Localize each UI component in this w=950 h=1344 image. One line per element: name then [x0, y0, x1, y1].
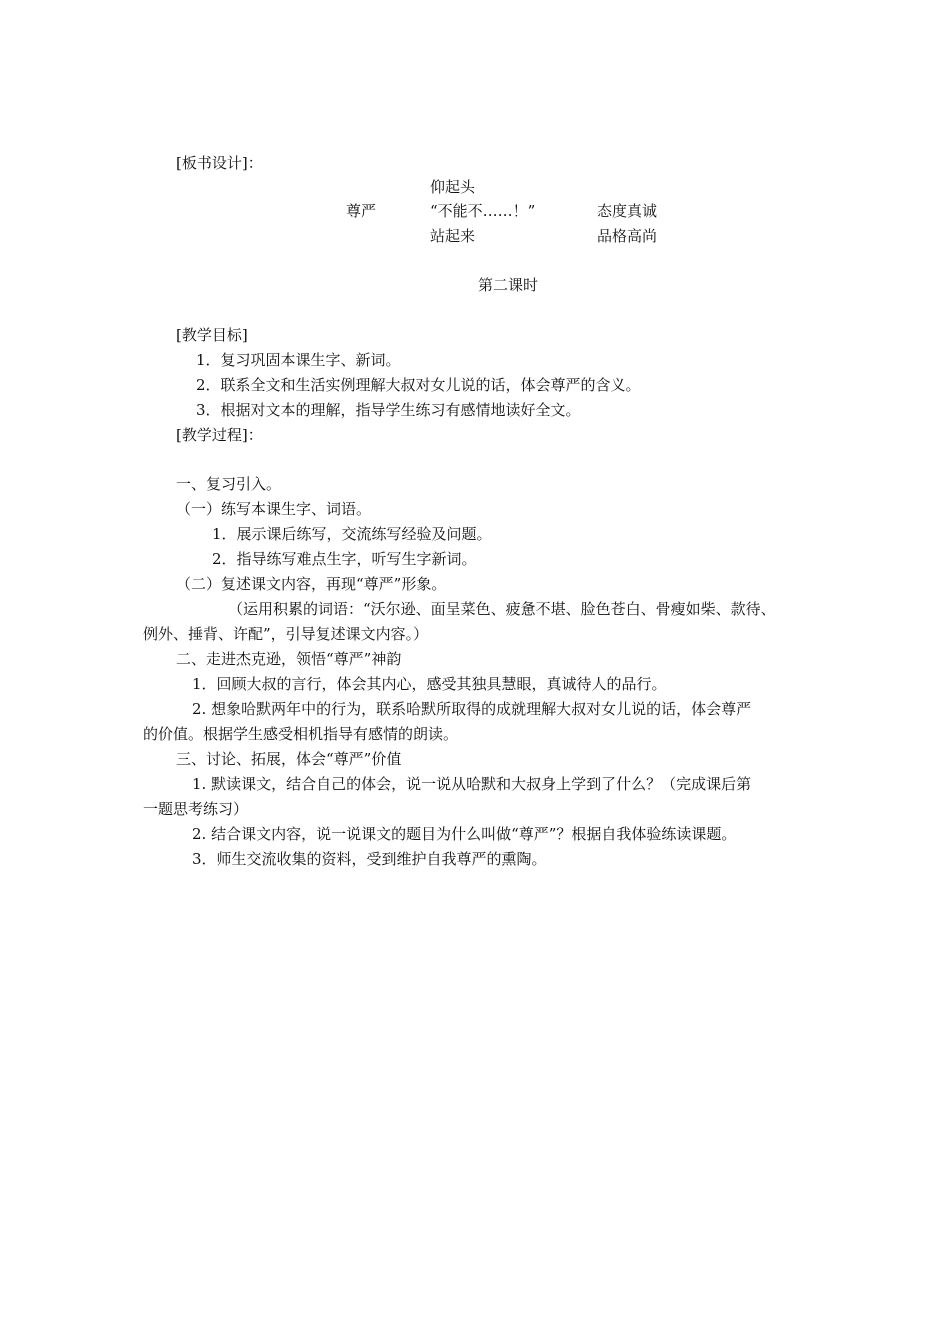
section-1-sub-a: （一）练写本课生字、词语。 — [176, 500, 372, 518]
section-3-item-cont: 一题思考练习） — [143, 800, 249, 818]
board-heading: [板书设计]： — [176, 154, 263, 172]
board-col1-top: 仰起头 — [430, 178, 476, 196]
goals-heading: [教学目标] — [176, 326, 248, 344]
lesson-title: 第二课时 — [478, 276, 539, 294]
section-3-item: 2. 结合课文内容，说一说课文的题目为什么叫做“尊严”？根据自我体验练读课题。 — [192, 825, 737, 843]
goal-item: 2．联系全文和生活实例理解大叔对女儿说的话，体会尊严的含义。 — [196, 376, 641, 394]
section-3-item: 1. 默读课文，结合自己的体会，说一说从哈默和大叔身上学到了什么？（完成课后第 — [192, 775, 752, 793]
board-right-bottom: 品格高尚 — [597, 227, 658, 245]
section-3-heading: 三、讨论、拓展，体会“尊严”价值 — [176, 750, 402, 768]
section-3-item: 3．师生交流收集的资料，受到维护自我尊严的熏陶。 — [192, 850, 547, 868]
board-right-top: 态度真诚 — [597, 202, 658, 220]
section-1-b-note-cont: 例外、捶背、许配”，引导复述课文内容。） — [143, 625, 429, 643]
section-1-sub-b: （二）复述课文内容，再现“尊严”形象。 — [176, 575, 447, 593]
section-2-item-cont: 的价值。根据学生感受相机指导有感情的朗读。 — [143, 725, 459, 743]
goal-item: 3．根据对文本的理解，指导学生练习有感情地读好全文。 — [196, 401, 581, 419]
section-1-b-note: （运用积累的词语：“沃尔逊、面呈菜色、疲惫不堪、脸色苍白、骨瘦如柴、款待、 — [228, 600, 776, 618]
board-left-label: 尊严 — [346, 202, 377, 220]
section-1-heading: 一、复习引入。 — [176, 475, 282, 493]
board-center-quote: “不能不……！” — [430, 202, 536, 220]
process-heading: [教学过程]： — [176, 426, 263, 444]
goal-item: 1．复习巩固本课生字、新词。 — [196, 351, 401, 369]
section-1-a-item: 1．展示课后练写，交流练写经验及问题。 — [212, 525, 492, 543]
section-2-heading: 二、走进杰克逊，领悟“尊严”神韵 — [176, 650, 402, 668]
section-2-item: 2. 想象哈默两年中的行为，联系哈默所取得的成就理解大叔对女儿说的话，体会尊严 — [192, 700, 752, 718]
section-1-a-item: 2．指导练写难点生字，听写生字新词。 — [212, 550, 477, 568]
section-2-item: 1．回顾大叔的言行，体会其内心，感受其独具慧眼，真诚待人的品行。 — [192, 675, 667, 693]
board-col1-bottom: 站起来 — [430, 227, 476, 245]
